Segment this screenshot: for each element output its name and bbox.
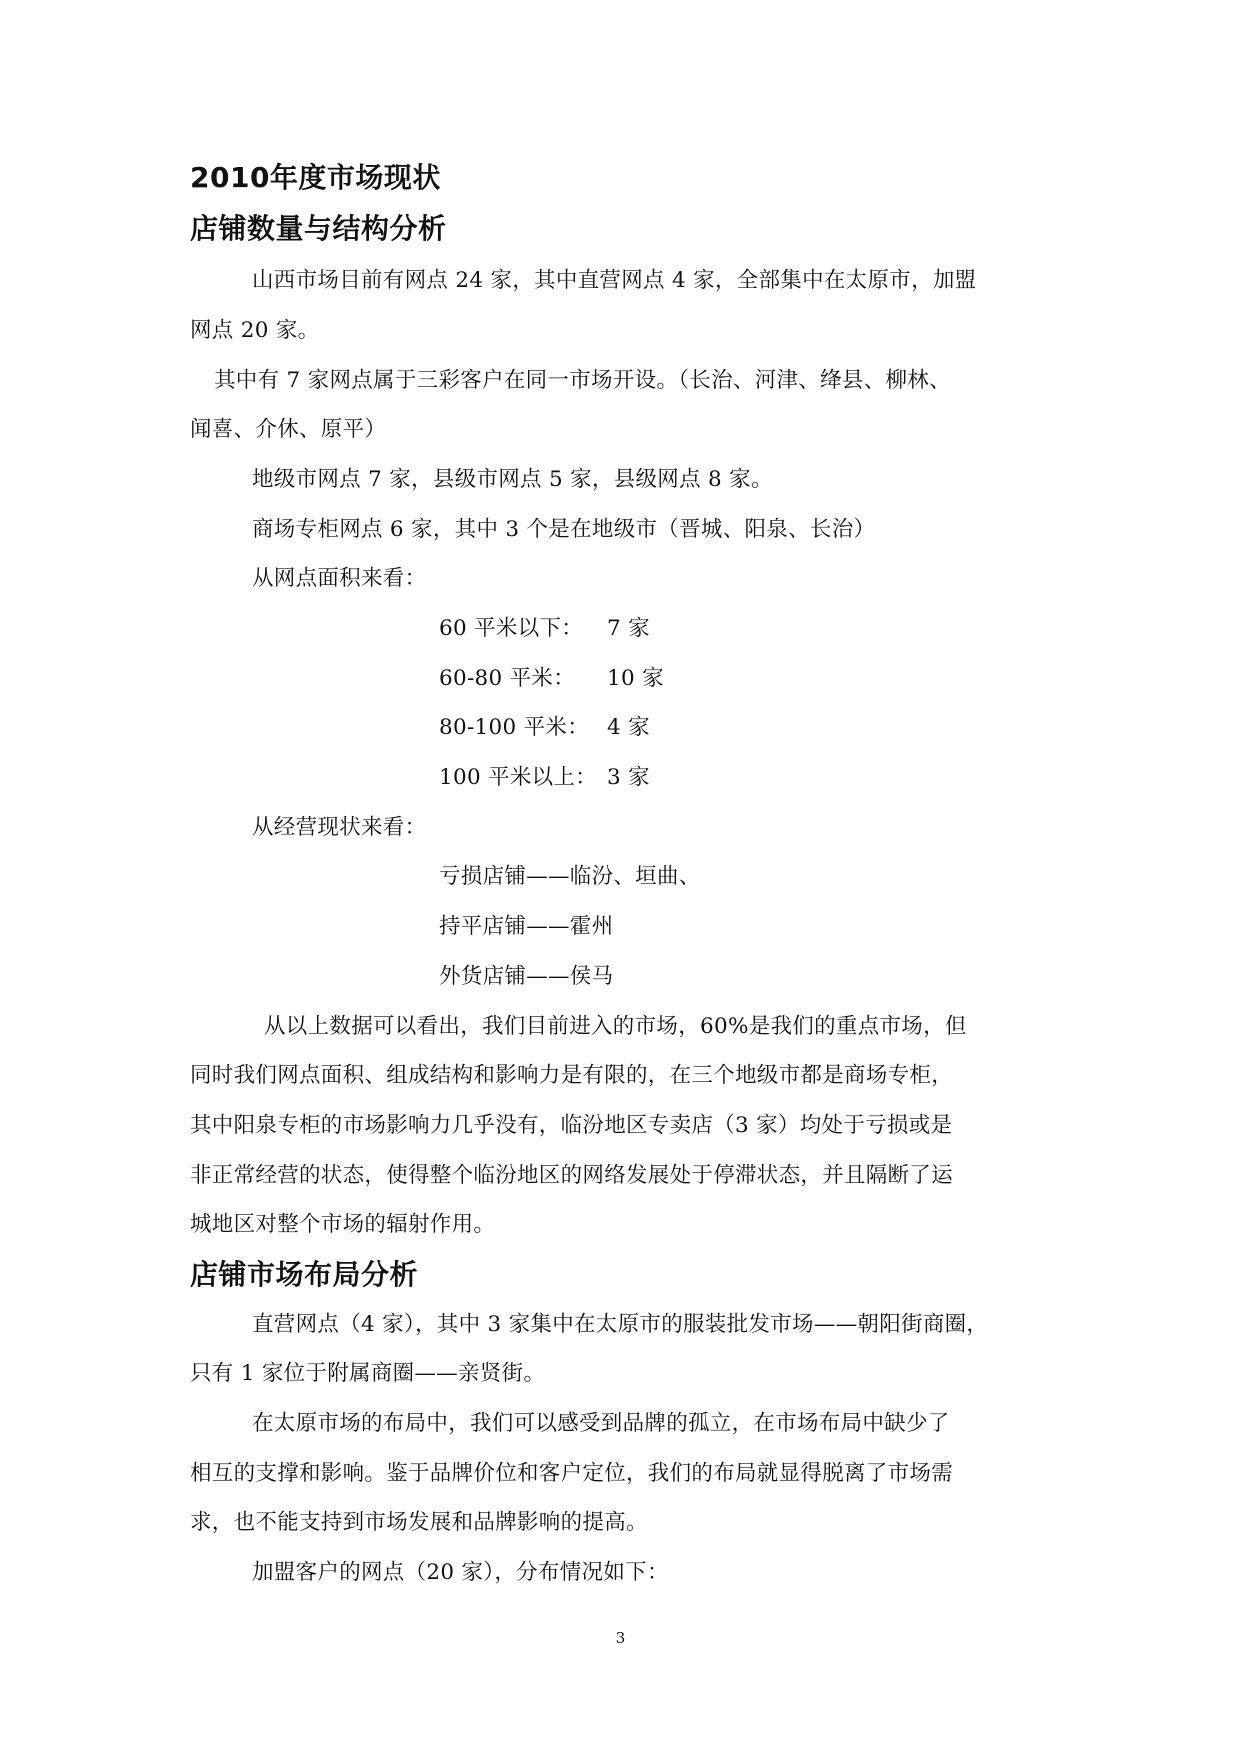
- para-7-line-1: 在太原市场的布局中，我们可以感受到品牌的孤立，在市场布局中缺少了: [252, 1411, 950, 1436]
- ops-item: 外货店铺——侯马: [439, 964, 614, 989]
- para-5-line-5: 城地区对整个市场的辐射作用。: [190, 1212, 496, 1237]
- ops-intro: 从经营现状来看：: [252, 815, 427, 840]
- para-6-line-1: 直营网点（4 家），其中 3 家集中在太原市的服装批发市场——朝阳街商圈，: [252, 1312, 989, 1337]
- area-item-label: 60-80 平米：: [439, 666, 576, 691]
- heading-store-layout: 店铺市场布局分析: [190, 1258, 419, 1291]
- para-5-line-3: 其中阳泉专柜的市场影响力几乎没有，临汾地区专卖店（3 家）均处于亏损或是: [190, 1113, 953, 1138]
- area-item-value: 7 家: [607, 616, 650, 641]
- para-7-line-3: 求，也不能支持到市场发展和品牌影响的提高。: [190, 1510, 648, 1535]
- area-item-value: 4 家: [607, 715, 650, 740]
- para-8: 加盟客户的网点（20 家），分布情况如下：: [252, 1560, 669, 1585]
- heading-year: 2010年度市场现状: [190, 161, 441, 194]
- para-5-line-2: 同时我们网点面积、组成结构和影响力是有限的，在三个地级市都是商场专柜，: [190, 1063, 954, 1088]
- ops-item: 亏损店铺——临汾、垣曲、: [439, 864, 701, 889]
- area-item-value: 10 家: [607, 666, 664, 691]
- heading-store-structure: 店铺数量与结构分析: [190, 212, 447, 245]
- area-item-label: 60 平米以下：: [439, 616, 584, 641]
- para-5-line-4: 非正常经营的状态，使得整个临汾地区的网络发展处于停滞状态，并且隔断了运: [190, 1163, 954, 1188]
- para-6-line-2: 只有 1 家位于附属商圈——亲贤街。: [190, 1361, 546, 1386]
- para-2-line-1: 其中有 7 家网点属于三彩客户在同一市场开设。（长治、河津、绛县、柳林、: [214, 368, 951, 393]
- page-number: 3: [615, 1629, 626, 1647]
- para-2-line-2: 闻喜、介休、原平）: [190, 417, 387, 442]
- para-1-line-1: 山西市场目前有网点 24 家，其中直营网点 4 家，全部集中在太原市，加盟: [252, 268, 977, 293]
- para-1-line-2: 网点 20 家。: [190, 318, 320, 343]
- area-item-label: 100 平米以上：: [439, 765, 598, 790]
- para-7-line-2: 相互的支撑和影响。鉴于品牌价位和客户定位，我们的布局就显得脱离了市场需: [190, 1461, 954, 1486]
- para-4: 商场专柜网点 6 家，其中 3 个是在地级市（晋城、阳泉、长治）: [252, 517, 876, 542]
- para-3: 地级市网点 7 家，县级市网点 5 家，县级网点 8 家。: [252, 467, 773, 492]
- para-5-line-1: 从以上数据可以看出，我们目前进入的市场，60%是我们的重点市场，但: [264, 1014, 967, 1039]
- area-intro: 从网点面积来看：: [252, 566, 427, 591]
- area-item-label: 80-100 平米：: [439, 715, 589, 740]
- ops-item: 持平店铺——霍州: [439, 914, 614, 939]
- area-item-value: 3 家: [607, 765, 650, 790]
